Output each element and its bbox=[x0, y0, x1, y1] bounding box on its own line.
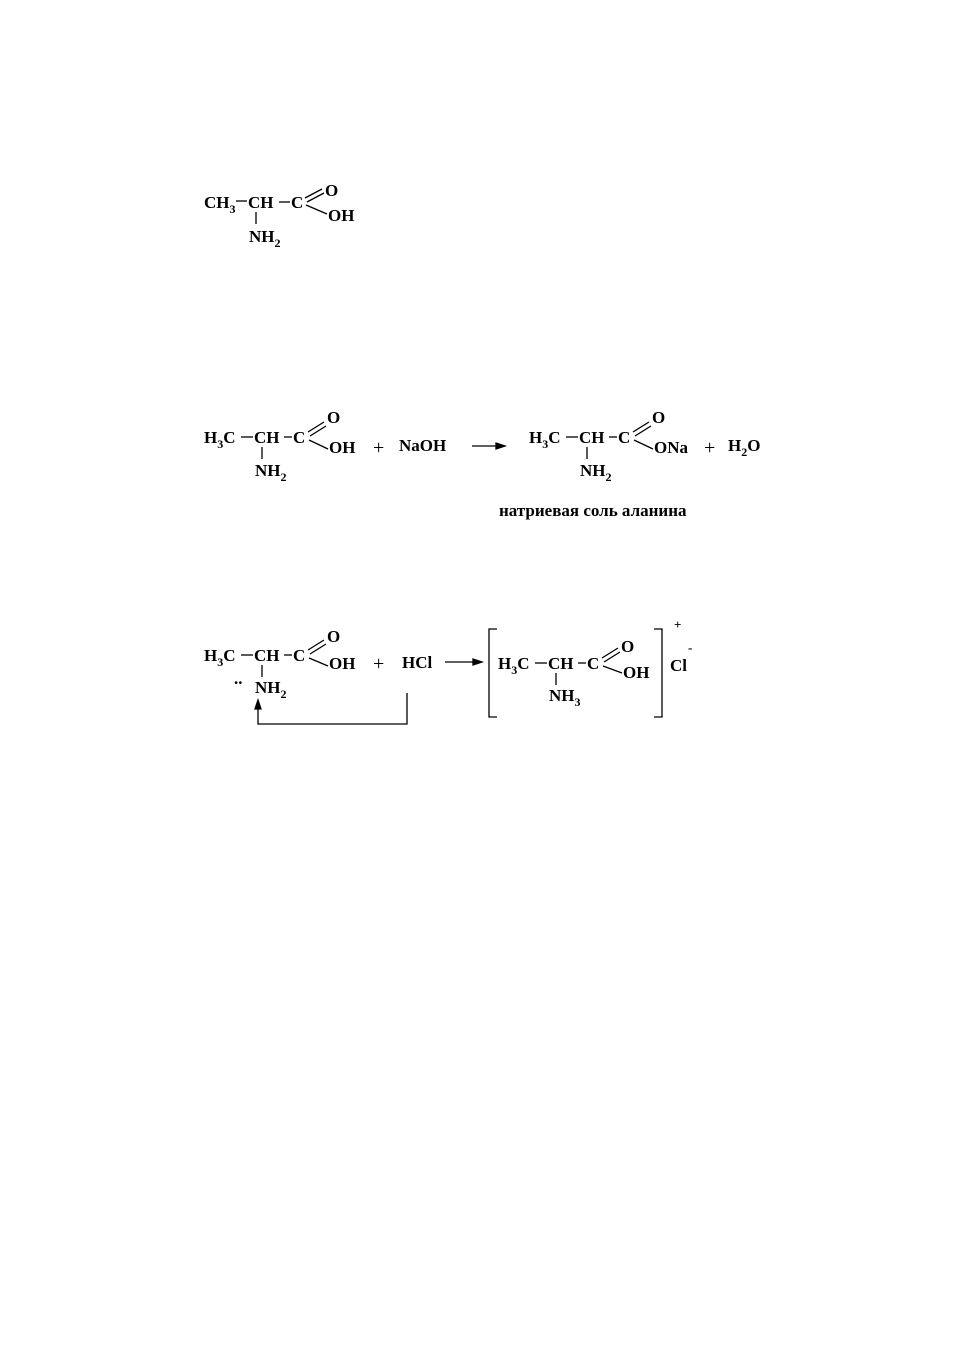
ch-group: CH bbox=[254, 428, 280, 447]
reaction-with-hcl bbox=[204, 617, 692, 724]
double-bond bbox=[604, 652, 620, 662]
hydroxyl: OH bbox=[329, 438, 356, 457]
bond bbox=[306, 205, 327, 214]
product-ona: ONa bbox=[654, 438, 688, 457]
double-bond bbox=[602, 648, 618, 658]
product-hydroxyl: OH bbox=[623, 663, 650, 682]
arrow-head bbox=[473, 659, 482, 665]
reagent-naoh: NaOH bbox=[399, 436, 447, 455]
bond bbox=[309, 440, 328, 449]
product-ch-group: CH bbox=[579, 428, 605, 447]
product-oxygen: O bbox=[621, 637, 635, 656]
double-bond bbox=[308, 640, 324, 650]
product-carbonyl-carbon: C bbox=[587, 654, 600, 673]
right-bracket bbox=[654, 629, 662, 717]
h3c-group: $H_3C$ bbox=[204, 428, 236, 451]
alanine-structure bbox=[204, 181, 354, 250]
amino-group: $NH_2$ bbox=[255, 678, 287, 701]
double-bond bbox=[305, 189, 322, 198]
product-caption: натриевая соль аланина bbox=[499, 501, 687, 520]
carbonyl-carbon: C bbox=[293, 646, 306, 665]
double-bond bbox=[307, 193, 324, 202]
product-h3c-group: $H_3C$ bbox=[529, 428, 561, 451]
bond bbox=[634, 440, 653, 449]
ch-group: CH bbox=[254, 646, 280, 665]
arrow-head bbox=[496, 443, 505, 449]
charge-minus: - bbox=[688, 640, 693, 655]
lone-pair: .. bbox=[234, 669, 243, 688]
plus-sign-2: + bbox=[704, 437, 716, 459]
amino-group: $NH_2$ bbox=[255, 461, 287, 484]
oxygen: O bbox=[327, 627, 341, 646]
double-bond bbox=[310, 644, 326, 654]
double-bond bbox=[635, 426, 651, 436]
left-bracket bbox=[489, 629, 497, 717]
charge-plus: + bbox=[674, 617, 682, 632]
oxygen: O bbox=[325, 181, 339, 200]
hydroxyl: OH bbox=[328, 206, 355, 225]
plus-sign: + bbox=[373, 437, 385, 459]
product-amino-group: $NH_2$ bbox=[580, 461, 612, 484]
carbonyl-carbon: C bbox=[291, 193, 304, 212]
amino-group: $NH_2$ bbox=[249, 227, 281, 250]
reaction-with-naoh bbox=[204, 408, 760, 520]
hydroxyl: OH bbox=[329, 654, 356, 673]
double-bond bbox=[310, 426, 326, 436]
double-bond bbox=[308, 422, 324, 432]
ch-group: CH bbox=[248, 193, 274, 212]
carbonyl-carbon: C bbox=[293, 428, 306, 447]
oxygen: O bbox=[327, 408, 341, 427]
arrow-head bbox=[255, 700, 261, 709]
water: $H_2O$ bbox=[728, 436, 761, 459]
double-bond bbox=[633, 422, 649, 432]
bond bbox=[603, 666, 622, 673]
reagent-hcl: HCl bbox=[402, 653, 433, 672]
product-oxygen: O bbox=[652, 408, 666, 427]
product-ammonium-group: $NH_3$ bbox=[549, 686, 581, 709]
ch3-group: $CH_3$ bbox=[204, 193, 236, 216]
product-carbonyl-carbon: C bbox=[618, 428, 631, 447]
product-ch-group: CH bbox=[548, 654, 574, 673]
product-h3c-group: $H_3C$ bbox=[498, 654, 530, 677]
chloride-ion: Cl bbox=[670, 656, 687, 675]
bond bbox=[309, 658, 328, 666]
plus-sign: + bbox=[373, 653, 385, 675]
h3c-group: $H_3C$ bbox=[204, 646, 236, 669]
